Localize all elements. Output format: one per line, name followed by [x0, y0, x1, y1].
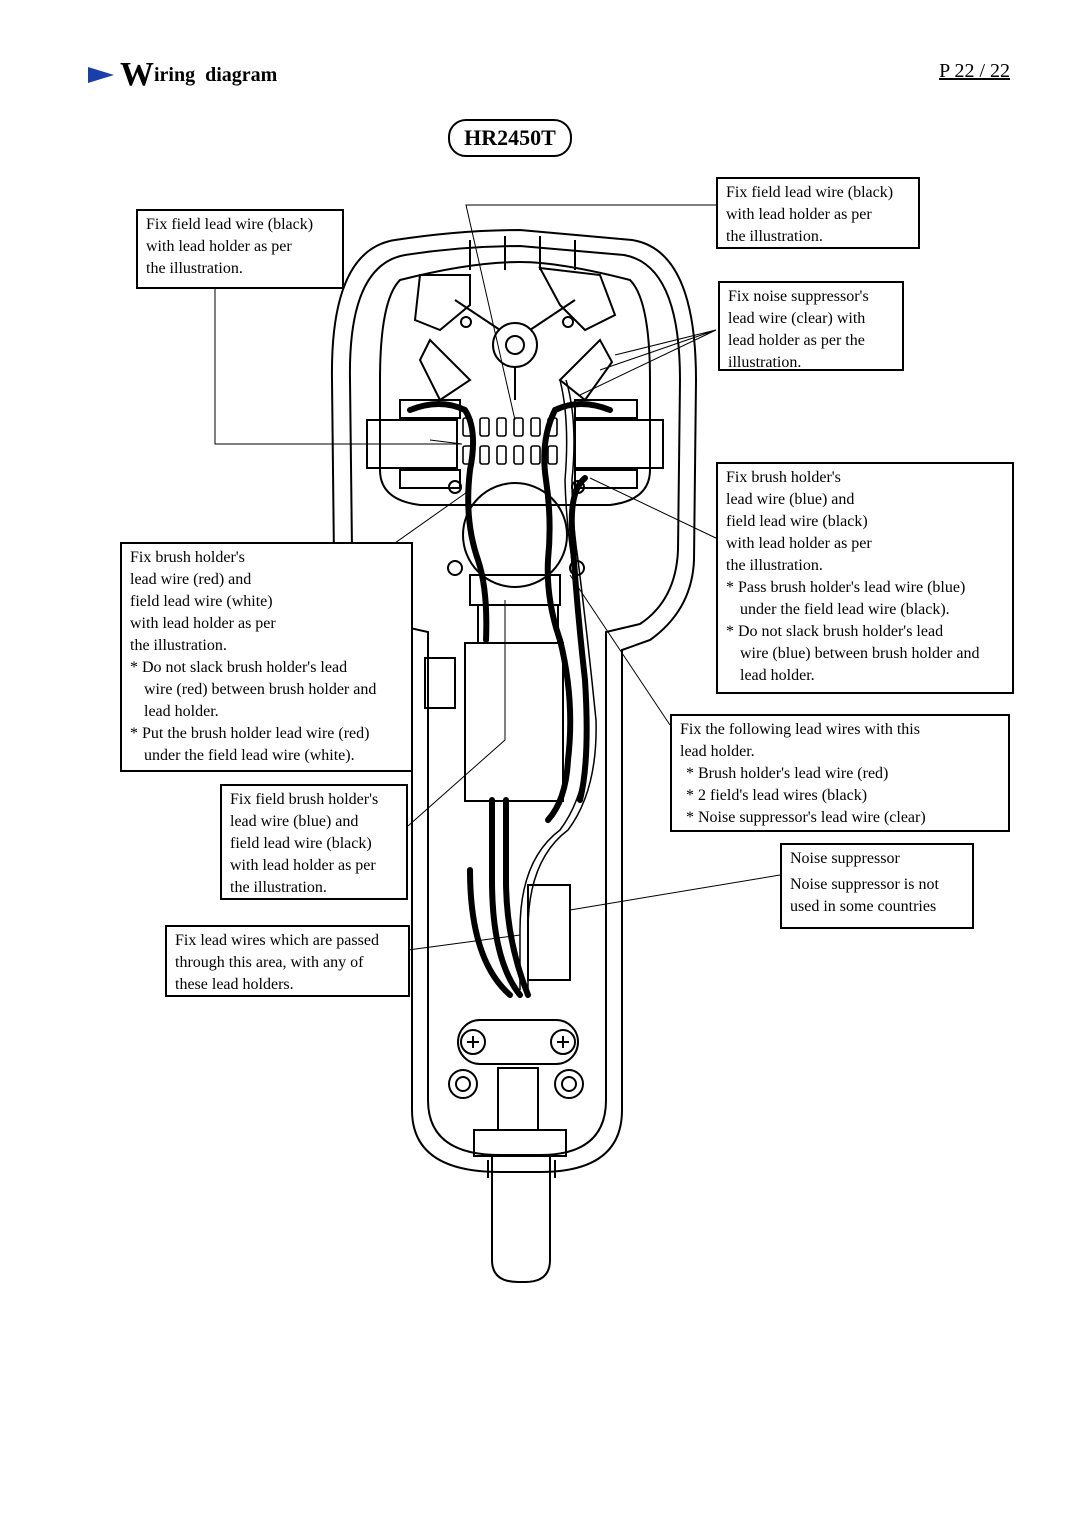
page-number: P 22 / 22 [939, 60, 1010, 82]
heading-rest: iring diagram [154, 63, 278, 86]
note-field-brush-holder: Fix field brush holder's lead wire (blue) and field lead wire (black) with lead holder as per the illustration. [220, 784, 408, 900]
note-noise-suppressor-lead: Fix noise suppressor's lead wire (clear) with lead holder as per the illustration. [718, 281, 904, 371]
note-brush-holder-blue: Fix brush holder's lead wire (blue) and field lead wire (black) with lead holder as per the illustration. * Pass brush holder's lead wire (blue) under the field lead wire (black). * Do not slack brush holder's lead wire (blue) between brush holder and lead holder. [716, 462, 1014, 694]
heading-initial: W [120, 56, 154, 93]
note-following-lead-wires: Fix the following lead wires with this lead holder. * Brush holder's lead wire (red) * 2 field's lead wires (black) * Noise suppressor's lead wire (clear) [670, 714, 1010, 832]
note-field-lead-left: Fix field lead wire (black) with lead holder as per the illustration. [136, 209, 344, 289]
note-field-lead-right: Fix field lead wire (black) with lead holder as per the illustration. [716, 177, 920, 249]
note-lead-wires-area: Fix lead wires which are passed through this area, with any of these lead holders. [165, 925, 410, 997]
model-badge: HR2450T [448, 119, 572, 157]
note-noise-suppressor: Noise suppressor Noise suppressor is not used in some countries [780, 843, 974, 929]
note-brush-holder-red: Fix brush holder's lead wire (red) and field lead wire (white) with lead holder as per the illustration. * Do not slack brush holder's lead wire (red) between brush holder and lead holder. * Put the brush holder lead wire (red) under the field lead wire (white). [120, 542, 413, 772]
